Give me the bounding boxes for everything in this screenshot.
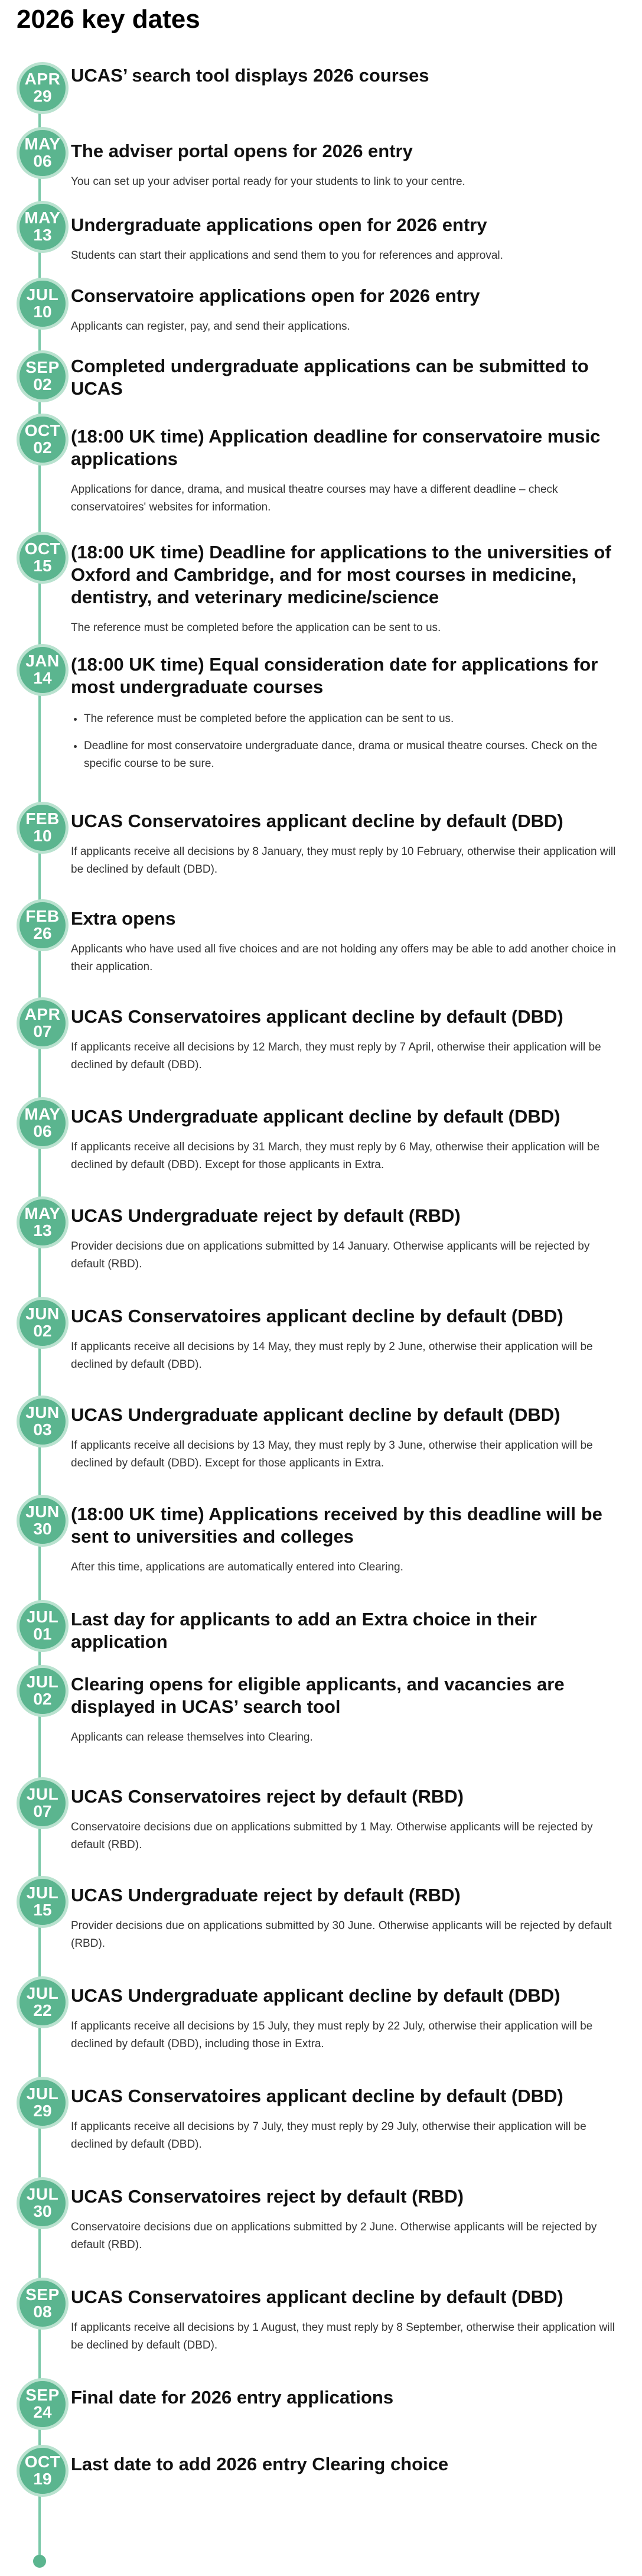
date-month: MAY (24, 135, 61, 153)
entry-title: Conservatoire applications open for 2026 entry (71, 285, 480, 306)
date-badge (17, 644, 69, 696)
entry-content (71, 908, 620, 976)
entry-content (71, 64, 620, 87)
entry-content (71, 1985, 620, 2053)
date-month: FEB (25, 809, 60, 828)
date-day: 02 (33, 1322, 52, 1340)
date-day: 10 (33, 303, 52, 321)
entry-content (71, 140, 620, 191)
entry-title: (18:00 UK time) Deadline for applications to the universities of Oxford and Cambridge, and for most courses in medicine, dentistry, and veterinary medicine/science (71, 542, 611, 607)
date-month: MAY (24, 1105, 61, 1123)
date-badge (17, 2077, 69, 2129)
entry-content (71, 285, 620, 336)
entry-content (71, 2453, 620, 2476)
date-month: SEP (25, 358, 60, 376)
date-month: JUL (26, 1785, 59, 1803)
date-day: 30 (33, 1520, 52, 1538)
date-month: OCT (24, 421, 61, 440)
date-day: 06 (33, 1122, 52, 1140)
entry-content (71, 2386, 620, 2409)
entry-title: Completed undergraduate applications can be submitted to UCAS (71, 356, 589, 399)
date-day: 13 (33, 1221, 52, 1240)
entry-content (71, 2185, 620, 2254)
date-badge (17, 1777, 69, 1829)
date-badge (17, 62, 69, 114)
entry-content (71, 1785, 620, 1854)
date-day: 02 (33, 438, 52, 457)
entry-title: (18:00 UK time) Applications received by this deadline will be sent to universities and colleges (71, 1504, 602, 1547)
entry-description: Applications for dance, drama, and musical theatre courses may have a different deadline – check conservatoires' websites for information. (71, 483, 558, 513)
date-day: 24 (33, 2403, 52, 2421)
entry-content (71, 425, 620, 516)
date-badge (17, 1600, 69, 1652)
date-month: JUN (25, 1403, 60, 1422)
entry-description: If applicants receive all decisions by 14 May, they must reply by 2 June, otherwise their application will be declined by default (DBD). (71, 1341, 593, 1371)
entry-description: Students can start their applications and send them to you for references and approval. (71, 249, 503, 262)
date-month: JUL (26, 2084, 59, 2103)
entry-content (71, 2085, 620, 2154)
date-day: 03 (33, 1420, 52, 1439)
date-badge (17, 1297, 69, 1349)
date-badge (17, 1976, 69, 2028)
entry-bullet: • The reference must be completed before the application can be sent to us. (84, 710, 620, 728)
entry-content (71, 214, 620, 265)
entry-content (71, 1673, 620, 1746)
entry-title: (18:00 UK time) Application deadline for conservatoire music applications (71, 426, 601, 469)
entry-description: Provider decisions due on applications submitted by 30 June. Otherwise applicants will be rejected by default (RBD). (71, 1920, 612, 1950)
date-month: OCT (24, 2453, 61, 2471)
entry-title: Clearing opens for eligible applicants, and vacancies are displayed in UCAS’ search tool (71, 1674, 565, 1717)
entry-description: Provider decisions due on applications submitted by 14 January. Otherwise applicants will be rejected by default (RBD). (71, 1240, 590, 1270)
timeline-end-dot (33, 2555, 46, 2568)
date-badge (17, 2278, 69, 2330)
date-badge (17, 2177, 69, 2229)
date-month: JUN (25, 1305, 60, 1323)
entry-description: If applicants receive all decisions by 8 January, they must reply by 10 February, otherwise their application will be declined by default (DBD). (71, 845, 616, 876)
entry-title: Undergraduate applications open for 2026 entry (71, 214, 487, 235)
entry-content (71, 355, 620, 400)
date-day: 01 (33, 1625, 52, 1643)
entry-title: UCAS Conservatoires applicant decline by default (DBD) (71, 1006, 563, 1027)
date-badge (17, 201, 69, 253)
entry-title: Extra opens (71, 908, 176, 929)
entry-bullet-list (71, 710, 620, 773)
date-day: 02 (33, 375, 52, 393)
date-badge (17, 802, 69, 854)
date-day: 30 (33, 2202, 52, 2220)
entry-content (71, 1305, 620, 1374)
date-badge (17, 1665, 69, 1717)
entry-description: Conservatoire decisions due on applications submitted by 1 May. Otherwise applicants will be rejected by default (RBD). (71, 1821, 593, 1851)
entry-description: If applicants receive all decisions by 31 March, they must reply by 6 May, otherwise their application will be declined by default (DBD). Except for those applicants in Extra. (71, 1141, 600, 1171)
date-day: 22 (33, 2001, 52, 2019)
date-month: SEP (25, 2386, 60, 2404)
date-day: 29 (33, 2102, 52, 2120)
date-day: 29 (33, 87, 52, 105)
entry-description: If applicants receive all decisions by 15 July, they must reply by 22 July, otherwise their application will be declined by default (DBD), including those in Extra. (71, 2020, 593, 2050)
entry-description: Applicants who have used all five choices and are not holding any offers may be able to add another choice in their application. (71, 943, 616, 973)
date-month: JUL (26, 1884, 59, 1902)
date-day: 15 (33, 557, 52, 575)
entry-description: Conservatoire decisions due on applications submitted by 2 June. Otherwise applicants will be rejected by default (RBD). (71, 2221, 597, 2251)
entry-description: The reference must be completed before the application can be sent to us. (71, 622, 441, 634)
date-month: JUL (26, 2185, 59, 2203)
entry-title: UCAS’ search tool displays 2026 courses (71, 65, 429, 86)
date-month: JUL (26, 1673, 59, 1691)
date-month: SEP (25, 2285, 60, 2304)
entry-title: The adviser portal opens for 2026 entry (71, 141, 413, 161)
entry-title: UCAS Conservatoires applicant decline by default (DBD) (71, 1306, 563, 1326)
entry-bullet: • Deadline for most conservatoire undergraduate dance, drama or musical theatre courses. Check on the specific course to be sure. (84, 737, 620, 773)
page-title: 2026 key dates (17, 5, 200, 34)
date-day: 15 (33, 1901, 52, 1919)
date-month: APR (24, 70, 61, 88)
entry-content (71, 1006, 620, 1074)
entry-content (71, 1105, 620, 1174)
date-month: JUL (26, 1608, 59, 1626)
date-day: 08 (33, 2302, 52, 2321)
entry-title: UCAS Undergraduate applicant decline by default (DBD) (71, 1404, 560, 1425)
date-badge (17, 1396, 69, 1448)
entry-description: You can set up your adviser portal ready for your students to link to your centre. (71, 175, 465, 188)
entry-content (71, 1884, 620, 1953)
date-month: JUL (26, 285, 59, 304)
entry-title: UCAS Conservatoires reject by default (RBD) (71, 1786, 464, 1807)
entry-title: UCAS Undergraduate reject by default (RBD) (71, 1885, 461, 1905)
date-badge (17, 278, 69, 330)
entry-description: If applicants receive all decisions by 13 May, they must reply by 3 June, otherwise their application will be declined by default (DBD). Except for those applicants in Extra. (71, 1439, 593, 1469)
entry-content (71, 1503, 620, 1576)
date-month: MAY (24, 209, 61, 227)
date-badge (17, 2445, 69, 2497)
date-month: MAY (24, 1204, 61, 1222)
entry-content (71, 1205, 620, 1273)
entry-title: UCAS Undergraduate applicant decline by default (DBD) (71, 1106, 560, 1127)
date-month: APR (24, 1005, 61, 1023)
date-badge (17, 414, 69, 466)
date-month: OCT (24, 539, 61, 558)
entry-title: UCAS Undergraduate applicant decline by default (DBD) (71, 1985, 560, 2006)
entry-description: Applicants can register, pay, and send their applications. (71, 320, 350, 333)
date-badge (17, 1876, 69, 1928)
date-badge (17, 1495, 69, 1547)
date-badge (17, 997, 69, 1049)
date-day: 07 (33, 1022, 52, 1040)
date-day: 07 (33, 1802, 52, 1820)
entry-title: UCAS Undergraduate reject by default (RBD) (71, 1205, 461, 1226)
date-month: JAN (25, 652, 60, 670)
entry-description: If applicants receive all decisions by 1 August, they must reply by 8 September, otherwise their application will be declined by default (DBD). (71, 2321, 615, 2351)
entry-title: UCAS Conservatoires applicant decline by default (DBD) (71, 2086, 563, 2106)
entry-content (71, 2286, 620, 2354)
entry-title: UCAS Conservatoires applicant decline by default (DBD) (71, 2286, 563, 2307)
entry-title: Last date to add 2026 entry Clearing choice (71, 2454, 449, 2474)
entry-content (71, 653, 620, 782)
entry-title: UCAS Conservatoires applicant decline by default (DBD) (71, 811, 563, 831)
entry-description: If applicants receive all decisions by 12 March, they must reply by 7 April, otherwise their application will be declined by default (DBD). (71, 1041, 601, 1071)
date-badge (17, 899, 69, 951)
entry-content (71, 1608, 620, 1653)
date-badge (17, 2378, 69, 2430)
entry-description: After this time, applications are automatically entered into Clearing. (71, 1561, 403, 1573)
date-day: 19 (33, 2470, 52, 2488)
date-badge (17, 1097, 69, 1149)
date-month: FEB (25, 907, 60, 925)
date-badge (17, 350, 69, 402)
entry-content (71, 1404, 620, 1472)
date-day: 06 (33, 152, 52, 170)
date-badge (17, 532, 69, 584)
date-day: 13 (33, 226, 52, 244)
date-day: 14 (33, 669, 52, 687)
date-badge (17, 1196, 69, 1248)
entry-title: (18:00 UK time) Equal consideration date for applications for most undergraduate courses (71, 654, 598, 697)
date-badge (17, 127, 69, 179)
date-day: 02 (33, 1690, 52, 1708)
entry-title: Last day for applicants to add an Extra choice in their application (71, 1609, 537, 1652)
entry-content (71, 810, 620, 879)
entry-description: If applicants receive all decisions by 7 July, they must reply by 29 July, otherwise their application will be declined by default (DBD). (71, 2120, 586, 2151)
entry-content (71, 541, 620, 637)
entry-title: UCAS Conservatoires reject by default (RBD) (71, 2186, 464, 2207)
date-month: JUN (25, 1502, 60, 1521)
date-day: 26 (33, 924, 52, 942)
date-day: 10 (33, 827, 52, 845)
date-month: JUL (26, 1984, 59, 2002)
entry-description: Applicants can release themselves into Clearing. (71, 1731, 313, 1744)
entry-title: Final date for 2026 entry applications (71, 2387, 394, 2408)
